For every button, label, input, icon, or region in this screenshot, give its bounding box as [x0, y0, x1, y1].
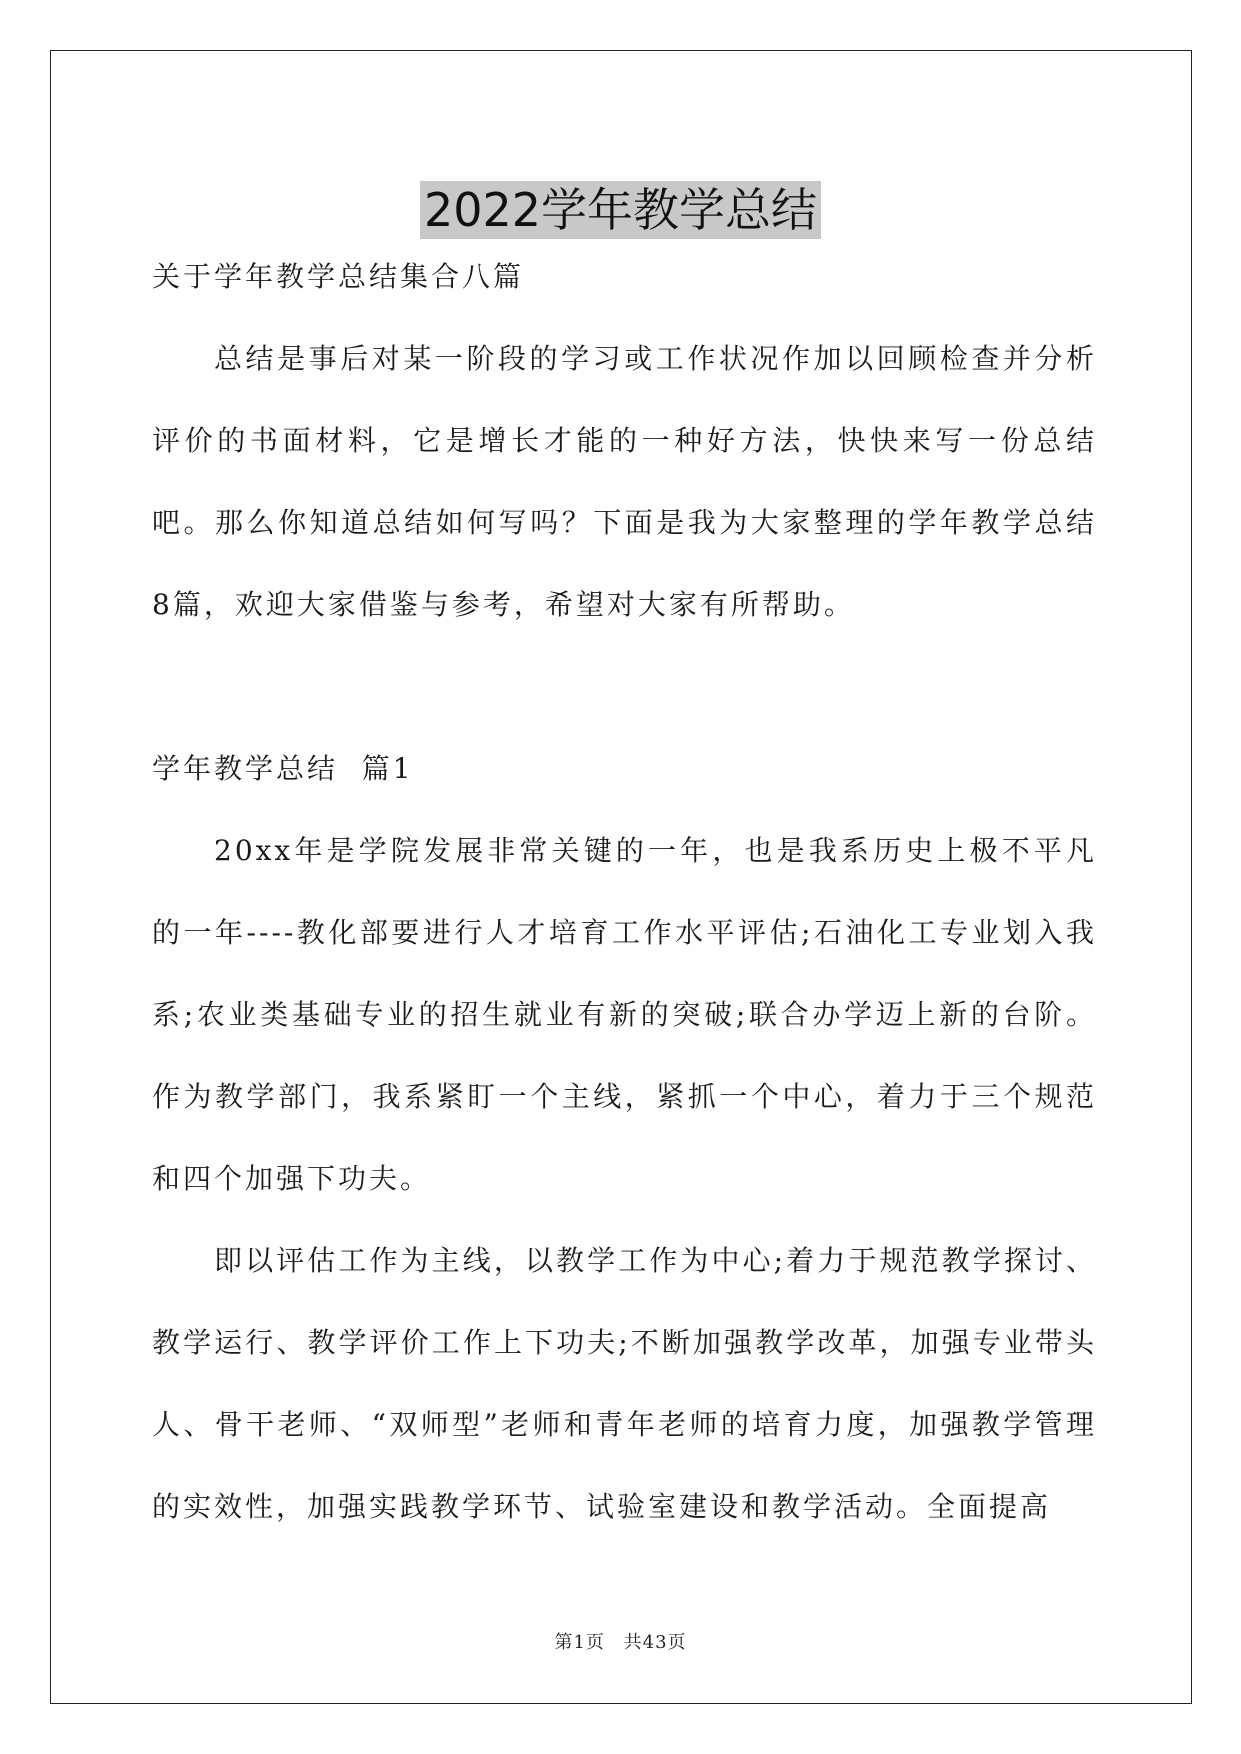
document-subtitle: 关于学年教学总结集合八篇: [152, 260, 525, 293]
section-spacer: [152, 646, 1097, 728]
body-paragraph-2: 即以评估工作为主线，以教学工作为中心;着力于规范教学探讨、教学运行、教学评价工作上下功夫;不断加强教学改革，加强专业带头人、骨干老师、“双师型”老师和青年老师的培育力度，加强教学管理的实效性，加强实践教学环节、试验室建设和教学活动。全面提高: [152, 1244, 1097, 1523]
page-number: 第1页: [554, 1632, 605, 1653]
page-footer: [0, 1628, 1241, 1654]
body-paragraph-1: 20xx年是学院发展非常关键的一年，也是我系历史上极不平凡的一年----教化部要进行人才培育工作水平评估;石油化工专业划入我系;农业类基础专业的招生就业有新的突破;联合办学迈上新的台阶。作为教学部门，我系紧盯一个主线，紧抓一个中心，着力于三个规范和四个加强下功夫。: [152, 834, 1097, 1195]
page-total: 共43页: [623, 1632, 687, 1653]
section-heading: 学年教学总结 篇1: [152, 752, 414, 785]
document-title: 2022学年教学总结: [420, 181, 821, 239]
document-body: [152, 236, 1097, 1548]
intro-paragraph: 总结是事后对某一阶段的学习或工作状况作加以回顾检查并分析评价的书面材料，它是增长才能的一种好方法，快快来写一份总结吧。那么你知道总结如何写吗？下面是我为大家整理的学年教学总结8篇，欢迎大家借鉴与参考，希望对大家有所帮助。: [152, 342, 1097, 621]
